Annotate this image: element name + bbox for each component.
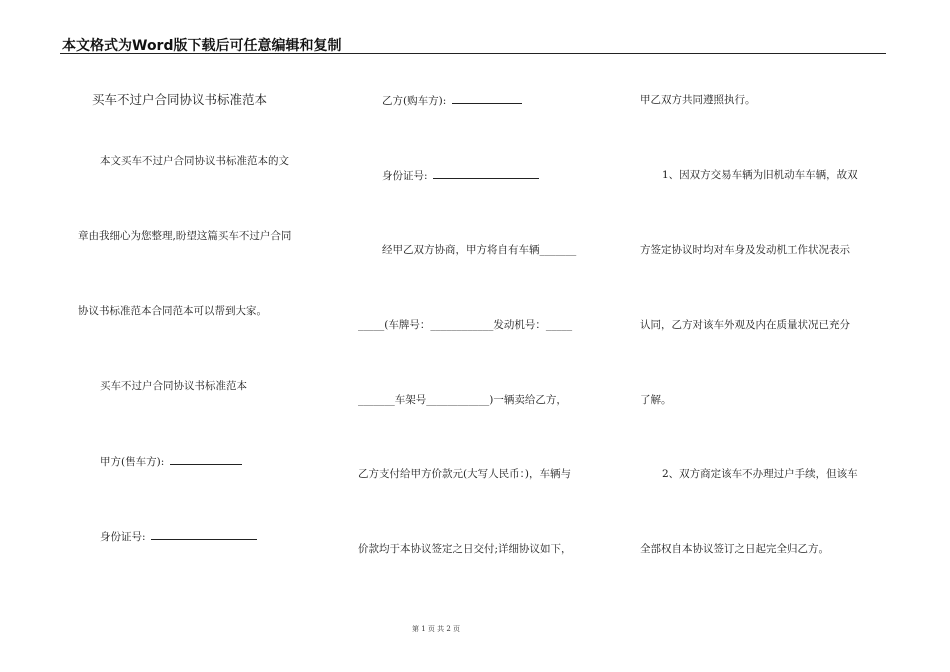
seller-name-blank: [170, 454, 242, 465]
agreement-line-3: 经甲乙双方协商，甲方将自有车辆_______: [382, 244, 577, 256]
terms-line-3: 方签定协议时均对车身及发动机工作状况表示: [640, 244, 850, 256]
terms-line-2: 1、因双方交易车辆为旧机动车车辆，故双: [662, 169, 858, 181]
terms-line-6: 2、双方商定该车不办理过户手续，但该车: [662, 468, 858, 480]
seller-row: [100, 454, 242, 469]
header-divider: [60, 53, 886, 54]
seller-id-blank: [151, 529, 257, 540]
agreement-line-4: _____(车牌号：____________发动机号：_____: [358, 319, 573, 331]
page-number: 第 1 页 共 2 页: [412, 625, 461, 633]
intro-line-1: 本文买车不过户合同协议书标准范本的文: [100, 155, 289, 167]
agreement-line-5: _______车架号____________)一辆卖给乙方，: [358, 394, 567, 406]
intro-line-2: 章由我细心为您整理,盼望这篇买车不过户合同: [78, 230, 292, 242]
buyer-row: [382, 93, 522, 108]
intro-line-3: 协议书标准范本合同范本可以帮到大家。: [78, 305, 267, 317]
contract-subtitle: 买车不过户合同协议书标准范本: [100, 380, 247, 392]
seller-label: 甲方(售车方):: [100, 456, 165, 468]
buyer-name-blank: [452, 93, 522, 104]
seller-id-label: 身份证号:: [100, 531, 146, 543]
agreement-line-6: 乙方支付给甲方价款元(大写人民币：)，车辆与: [358, 468, 571, 480]
terms-line-5: 了解。: [640, 394, 672, 406]
buyer-id-blank: [433, 168, 539, 179]
buyer-label: 乙方(购车方):: [382, 95, 447, 107]
buyer-id-label: 身份证号:: [382, 170, 428, 182]
agreement-line-7: 价款均于本协议签定之日交付;详细协议如下，: [358, 543, 572, 555]
document-header-title: 本文格式为Word版下载后可任意编辑和复制: [62, 38, 342, 54]
terms-line-4: 认同，乙方对该车外观及内在质量状况已充分: [640, 319, 850, 331]
terms-line-1: 甲乙双方共同遵照执行。: [640, 94, 756, 106]
contract-title: 买车不过户合同协议书标准范本: [92, 92, 268, 107]
terms-line-7: 全部权自本协议签订之日起完全归乙方。: [640, 543, 829, 555]
seller-id-row: [100, 529, 257, 544]
buyer-id-row: [382, 168, 539, 183]
